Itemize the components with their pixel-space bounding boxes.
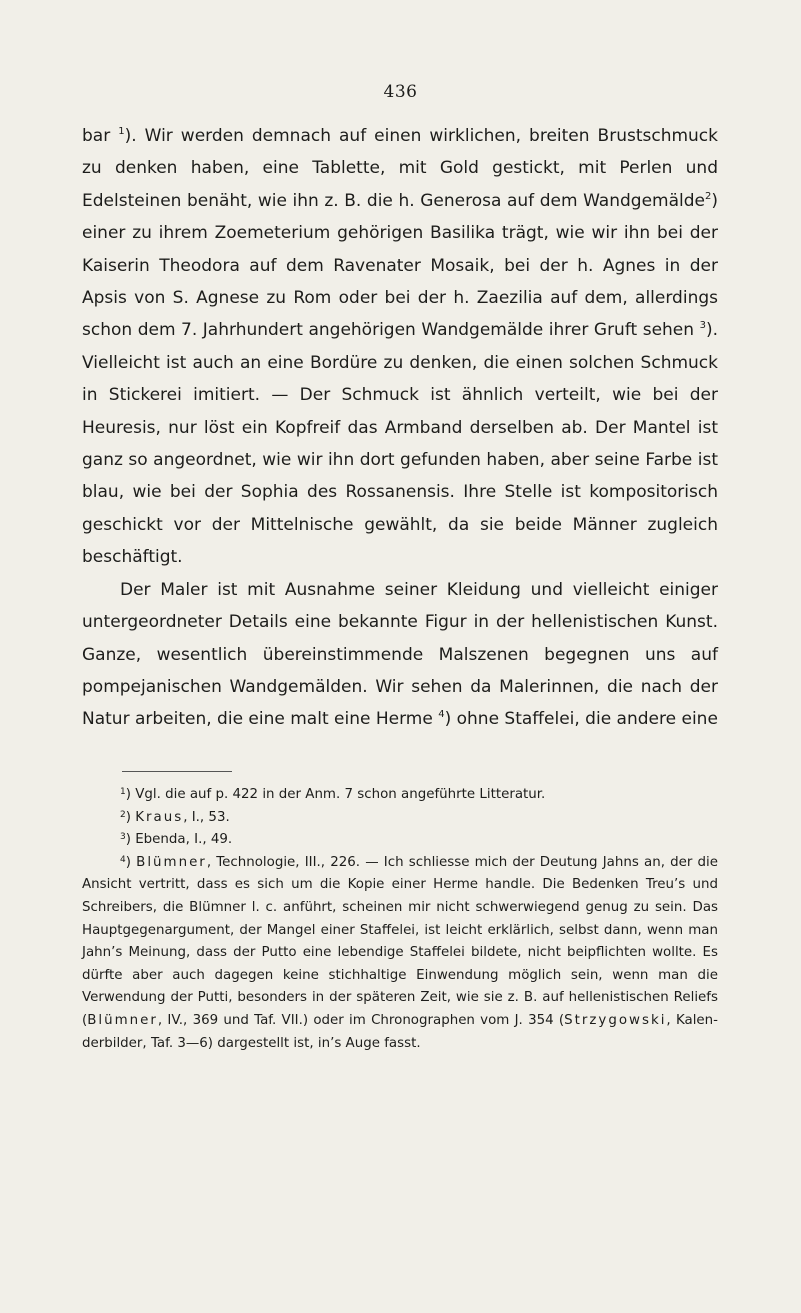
footnote-text: , I., 53. [183,809,230,825]
text-run: bar [82,126,119,146]
footnotes [82,784,718,1055]
text-run: ) ohne Staffelei, die andere eine [444,709,718,730]
paragraph-2 [82,574,718,736]
footnote-author: Kraus [135,809,184,825]
footnote-3 [82,829,718,852]
footnote-author: Blümner [136,854,207,870]
footnote-close: ) [125,854,131,870]
text-run: ) einer zu ihrem Zoemeterium gehörigen Basilika trägt, wie wir ihn bei der Kaiserin Theodora auf dem Ravenater Mosaik, bei der h. Agnes in der Apsis von S. Agnese zu Rom oder bei der h. Zaezilia auf dem, allerdings schon dem 7. Jahrhundert angehörigen Wandgemälde ihrer Gruft sehen [82,190,718,341]
text-run: Der Maler ist mit Ausnahme seiner Kleidung und vielleicht einiger untergeordneter Details eine bekannte Figur in der hellenistischen Kunst. Ganze, wesentlich übereinstimmende Malszenen begegnen uns auf pompejanischen Wandgemälden. Wir sehen da Malerinnen, die nach der Natur arbeiten, die eine malt eine Herme [82,579,718,730]
footnote-close: ) [125,809,131,825]
footnote-2 [82,807,718,830]
footnote-ref-4: 4 [438,709,445,721]
footnote-ref-2: 2 [704,190,712,202]
footnote-close: ) [125,832,131,848]
footnote-4 [82,852,718,1055]
footnote-text: Ebenda, I., 49. [130,832,233,848]
footnote-text: , IV., 369 und Taf. VII.) oder im Chronographen vom J. 354 ( [157,1012,565,1028]
footnote-mark: 2 [120,809,126,820]
text-run: ). Vielleicht ist auch an eine Bordüre zu denken, die einen solchen Schmuck in Stickerei imitiert. — Der Schmuck ist ähnlich verteilt, wie bei der Heuresis, nur löst ein Kopfreif das Armband derselben ab. Der Mantel ist ganz so angeordnet, wie wir ihn dort gefunden haben, aber seine Farbe ist blau, wie bei der Sophia des Rossanensis. Ihre Stelle ist kompositorisch geschickt vor der Mittelnische gewählt, da sie beide Männer zugleich beschäftigt. [82,320,718,568]
footnote-author: Blümner [87,1012,158,1028]
footnote-text: , Kalenderbilder, Taf. 3—6) dargestellt ist, in’s Auge fasst. [82,1012,718,1051]
footnote-rule [122,771,232,772]
page-number: 436 [383,82,418,102]
footnote-text: , Technologie, III., 226. — Ich schliesse mich der Deutung Jahns an, der die Ansicht vertritt, dass es sich um die Kopie einer Herme handle. Die Bedenken Treu’s und Schreibers, die Blümner l. c. anführt, scheinen mir nicht schwerwiegend genug zu sein. Das Hauptgegenargument, der Mangel einer Staffelei, ist leicht erklärlich, selbst dann, wenn man Jahn’s Meinung, dass der Putto eine lebendige Staffelei bildete, nicht beipflichten wollte. Es dürfte aber auch dagegen keine stichhaltige Einwendung möglich sein, wenn man die Verwendung der Putti, besonders in der späteren Zeit, wie sie z. B. auf hellenistischen Reliefs ( [82,854,718,1028]
text-run: ). Wir werden demnach auf einen wirklichen, breiten Brustschmuck zu denken haben, eine Tablette, mit Gold gestickt, mit Perlen und Edelsteinen benäht, wie ihn z. B. die h. Generosa auf dem Wandgemälde [82,126,719,211]
footnote-mark: 4 [120,854,126,865]
footnote-mark: 1 [120,787,126,797]
footnote-ref-1: 1 [118,126,125,137]
main-text [82,120,718,736]
footnote-ref-3: 3 [699,320,706,332]
footnote-1 [82,784,718,807]
footnote-author: Strzygowski [564,1012,667,1028]
footnote-mark: 3 [120,832,126,843]
footnote-text: Vgl. die auf p. 422 in der Anm. 7 schon angeführte Litteratur. [130,787,546,802]
paragraph-1 [82,120,718,574]
footnote-close: ) [125,787,131,802]
